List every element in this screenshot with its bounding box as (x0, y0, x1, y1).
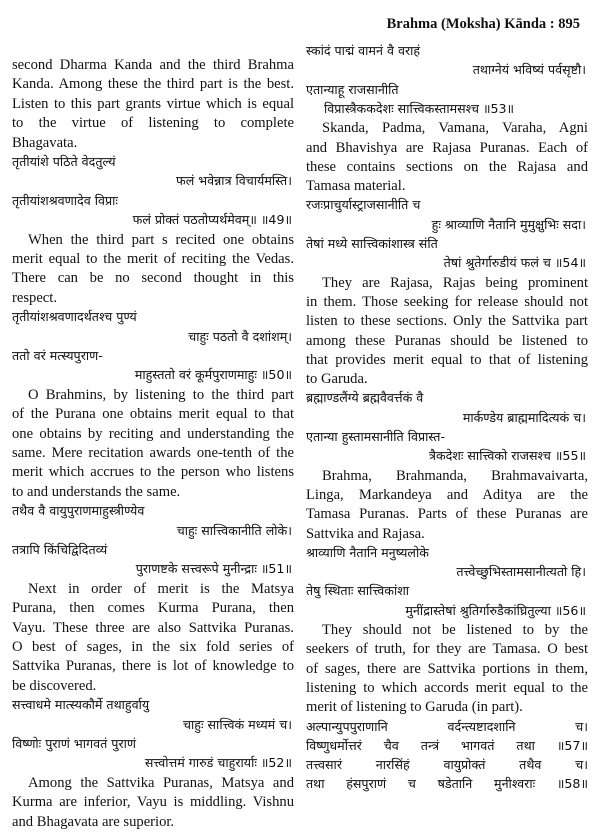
prose-line: Bhagavata. (12, 134, 78, 151)
verse-line: तेषु स्थिताः सात्त्विकांशा (306, 583, 410, 599)
verse-line: हुः श्राव्याणि नैतानि मुमुक्षुभिः सदा। (431, 216, 586, 232)
prose-line: Tamasa material. (306, 178, 406, 195)
verse-line: फलं प्रोक्तं पठतोप्यर्थमेवम्॥ ॥49॥ (132, 212, 292, 228)
verse-line: तथैव वै वायुपुराणमाहुस्त्रीण्येव (12, 503, 145, 519)
prose-line: listen to these sections. Only the Sattvika part (306, 313, 588, 330)
verse-line: पुराणष्टके सत्त्वरूपे मुनीन्द्राः ॥51॥ (135, 561, 292, 577)
prose-line: Tamasa Puranas. Parts of these Puranas are (306, 506, 588, 523)
verse-line: तृतीयांशश्रवणादेव विप्राः (12, 192, 118, 208)
prose-line: among these Puranas should be listened to (306, 332, 588, 349)
prose-line: in them. Those seeking for release should not (306, 293, 588, 310)
verse-line: तृतीयांशश्रवणादर्थतश्च पुण्यं (12, 309, 137, 325)
verse-line: सत्त्वाधमे मात्स्यकौर्मे तथाहुर्वायु (12, 697, 150, 713)
verse-line: एतान्याहू राजसानीति (306, 81, 399, 97)
prose-line: one obtains by reciting and understanding the (12, 425, 294, 442)
prose-line: same. Mere recitation awards one-tenth of the (12, 445, 294, 461)
verse-line: त्रैकदेशः सात्त्विको राजसश्च ॥55॥ (429, 448, 586, 464)
prose-line: listening to which accords merit equal to the (306, 679, 588, 696)
verse-line: चाहुः सात्त्विकं मध्यमं च। (183, 716, 292, 732)
prose-line: Brahma, Brahmanda, Brahmavaivarta, (322, 467, 588, 484)
prose-line: When the third part s recited one obtains (28, 231, 294, 248)
prose-line: Vayu. These three are also Sattvika Puranas. (12, 619, 294, 636)
prose-line: second Dharma Kanda and the third Brahma (12, 57, 294, 73)
verse-line: ततो वरं मत्स्यपुराण- (12, 348, 103, 363)
prose-line: that provides merit equal to that of listening (306, 351, 588, 368)
verse-line: ब्रह्माण्डलैंग्ये ब्रह्मवैवर्त्तकं वै (306, 390, 424, 406)
verse-line: तत्रापि किंचिद्विदितव्यं (12, 542, 108, 557)
prose-line: Purana, then comes Kurma Purana, then (12, 600, 294, 617)
prose-line: and Bhavishya are Rajasa Puranas. Each of (306, 139, 588, 156)
verse-line: तत्त्वेच्छुभिस्तामसानीत्यतो हि। (456, 564, 586, 580)
prose-line: merit which accrues to the person who listens (12, 464, 294, 481)
verse-line: विप्रास्त्रैककदेशः सात्त्विकस्तामसश्च ॥53॥ (324, 100, 515, 116)
verse-line: तथा हंसपुराणं च षडेतानि मुनीश्वराः ॥58॥ (306, 776, 588, 792)
verse-line: विष्णोः पुराणं भागवतं पुराणं (12, 736, 136, 751)
prose-line: O Brahmins, by listening to the third part (28, 386, 294, 403)
page-header: Brahma (Moksha) Kānda : 895 (386, 16, 580, 32)
prose-line: Sattvika and Rajasa. (306, 525, 425, 542)
prose-line: of sages, there are Sattvika portions in them, (306, 660, 588, 677)
verse-line: विष्णुधर्मोत्तरं चैव तन्त्रं भागवतं तथा ॥57॥ (306, 737, 588, 753)
prose-line: They should not be listened to by the (322, 622, 588, 638)
prose-line: be discovered. (12, 677, 97, 694)
verse-line: स्कांदं पाद्मं वामनं वै वराहं (306, 43, 421, 58)
prose-line: Listen to this part grants virtue which is equal (12, 95, 294, 112)
verse-line: एतान्या हुस्तामसानीति विप्रास्त- (306, 429, 446, 444)
verse-line: तेषां श्रुतेर्गारुडीयं फलं च ॥54॥ (443, 255, 586, 271)
prose-line: Kurma are inferior, Vayu is middling. Vishnu (12, 794, 294, 811)
verse-line: श्राव्याणि नैतानि मनुष्यलोके (306, 544, 429, 560)
verse-line: तृतीयांशे पठिते वेदतुल्यं (12, 154, 116, 169)
prose-line: Linga, Markandeya and Aditya are the (306, 486, 588, 503)
verse-line: रजःप्राचुर्यास्ट्राजसानीति च (306, 197, 421, 213)
prose-line: to and understands the same. (12, 483, 181, 500)
verse-line: अल्पान्युपपुराणानि वर्दन्त्यष्टादशानि च। (306, 718, 588, 734)
prose-line: O best of sages, in the six fold series of (12, 639, 294, 655)
verse-line: चाहुः पठतो वै दशांशम्। (188, 328, 292, 344)
verse-line: मार्कण्डेय ब्राह्ममादित्यकं च। (462, 409, 586, 425)
verse-line: तथाग्नेयं भविष्यं पर्वसृष्टौ। (472, 62, 586, 78)
prose-line: There can be no second thought in this (12, 270, 294, 287)
prose-line: respect. (12, 289, 57, 306)
prose-line: Sattvika Puranas, there is lot of knowledge to (12, 658, 294, 675)
prose-line: to the virtue of listening to complete (12, 115, 294, 132)
verse-line: फलं भवेन्नात्र विचार्यमस्ति। (176, 173, 292, 189)
verse-line: माहुस्ततो वरं कूर्मपुराणमाहुः ॥50॥ (134, 367, 292, 383)
prose-line: and Bhagavata are superior. (12, 813, 175, 830)
prose-line: Among the Sattvika Puranas, Matsya and (28, 774, 294, 791)
verse-line: सत्त्वोत्तमं गारुडं चाहुरार्याः ॥52॥ (144, 755, 292, 771)
prose-line: seekers of truth, for they are Tamasa. O best (306, 641, 588, 658)
verse-line: तेषां मध्ये सात्त्विकांशास्त्र संति (306, 236, 438, 251)
prose-line: Next in order of merit is the Matsya (28, 580, 294, 597)
prose-line: Skanda, Padma, Vamana, Varaha, Agni (322, 120, 588, 137)
verse-line: चाहुः सात्त्विकानीति लोके। (176, 522, 292, 538)
prose-line: these contains sections on the Rajasa and (306, 158, 588, 175)
prose-line: merit of listening to Garuda (in part). (306, 699, 523, 716)
prose-line: merit equal to the merit of reciting the Vedas. (12, 251, 294, 267)
verse-line: मुनींद्रास्तेषां श्रुतिर्गारुडैकांघ्रितुल्या ॥56॥ (405, 602, 586, 618)
verse-line: तत्त्वसारं नारसिंहं वायुप्रोक्तं तथैव च। (306, 757, 588, 773)
prose-line: to Garuda. (306, 371, 368, 388)
prose-line: Kanda. Among these the third part is the best. (12, 76, 294, 93)
prose-line: They are Rajasa, Rajas being prominent (322, 274, 588, 291)
prose-line: of the Purana one obtains merit equal to that (12, 406, 294, 423)
